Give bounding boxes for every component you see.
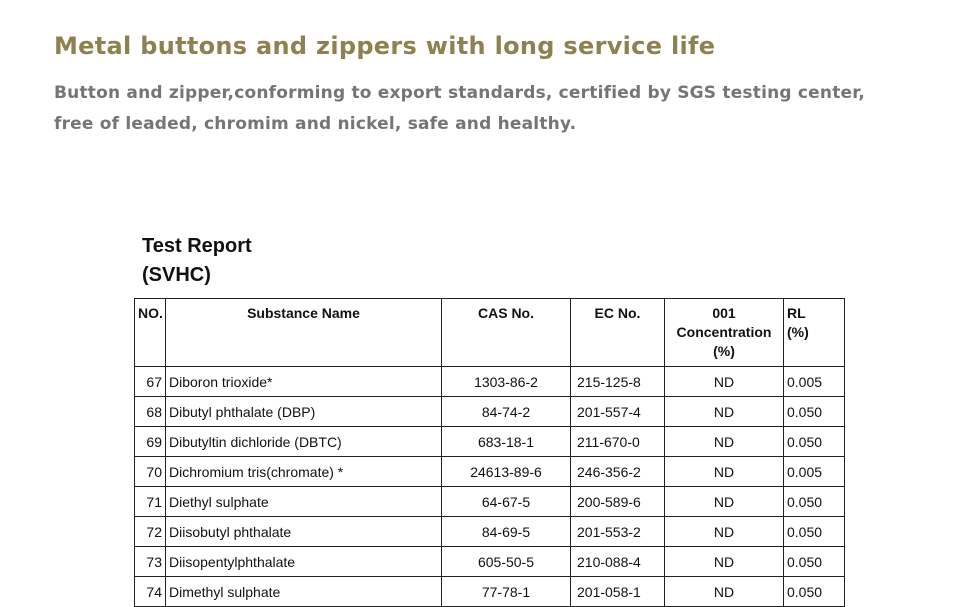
column-header-ec-no: EC No. — [571, 299, 665, 367]
column-header-no: NO. — [135, 299, 166, 367]
cell-concentration: ND — [665, 547, 784, 577]
cell-rl: 0.050 — [784, 517, 845, 547]
cell-concentration: ND — [665, 457, 784, 487]
cell-ec-no: 201-553-2 — [571, 517, 665, 547]
cell-ec-no: 201-058-1 — [571, 577, 665, 607]
cell-cas-no: 1303-86-2 — [442, 367, 571, 397]
cell-no: 69 — [135, 427, 166, 457]
table-row — [135, 517, 845, 547]
svhc-test-report-table — [134, 298, 845, 607]
concentration-header-line-3: (%) — [713, 343, 735, 359]
cell-cas-no: 605-50-5 — [442, 547, 571, 577]
cell-substance-name: Diisobutyl phthalate — [166, 517, 442, 547]
cell-substance-name: Diboron trioxide* — [166, 367, 442, 397]
column-header-rl — [784, 299, 845, 367]
cell-no: 68 — [135, 397, 166, 427]
cell-substance-name: Diisopentylphthalate — [166, 547, 442, 577]
cell-ec-no: 200-589-6 — [571, 487, 665, 517]
page-title: Metal buttons and zippers with long service life — [54, 32, 716, 60]
cell-ec-no: 201-557-4 — [571, 397, 665, 427]
table-row — [135, 547, 845, 577]
table-row — [135, 487, 845, 517]
rl-header-line-2: (%) — [787, 324, 809, 340]
cell-cas-no: 24613-89-6 — [442, 457, 571, 487]
cell-no: 71 — [135, 487, 166, 517]
cell-rl: 0.050 — [784, 397, 845, 427]
cell-concentration: ND — [665, 577, 784, 607]
table-row — [135, 577, 845, 607]
cell-concentration: ND — [665, 427, 784, 457]
table-row — [135, 427, 845, 457]
cell-cas-no: 64-67-5 — [442, 487, 571, 517]
cell-concentration: ND — [665, 487, 784, 517]
report-title-line-2: (SVHC) — [142, 264, 211, 286]
table-row — [135, 397, 845, 427]
report-title-line-1: Test Report — [142, 235, 252, 257]
table-row — [135, 457, 845, 487]
table-row — [135, 367, 845, 397]
cell-concentration: ND — [665, 367, 784, 397]
cell-ec-no: 211-670-0 — [571, 427, 665, 457]
cell-substance-name: Dimethyl sulphate — [166, 577, 442, 607]
cell-rl: 0.005 — [784, 367, 845, 397]
column-header-substance-name: Substance Name — [166, 299, 442, 367]
cell-cas-no: 84-74-2 — [442, 397, 571, 427]
page-description — [54, 78, 914, 140]
cell-substance-name: Dibutyltin dichloride (DBTC) — [166, 427, 442, 457]
cell-rl: 0.050 — [784, 547, 845, 577]
cell-cas-no: 683-18-1 — [442, 427, 571, 457]
cell-rl: 0.050 — [784, 487, 845, 517]
cell-substance-name: Diethyl sulphate — [166, 487, 442, 517]
description-line-2: free of leaded, chromim and nickel, safe and healthy. — [54, 114, 577, 134]
table-header-row — [135, 299, 845, 367]
cell-substance-name: Dichromium tris(chromate) * — [166, 457, 442, 487]
table-body — [135, 367, 845, 607]
concentration-header-line-2: Concentration — [676, 324, 772, 340]
description-line-1: Button and zipper,conforming to export standards, certified by SGS testing center, — [54, 83, 866, 103]
cell-cas-no: 77-78-1 — [442, 577, 571, 607]
cell-rl: 0.050 — [784, 427, 845, 457]
cell-no: 67 — [135, 367, 166, 397]
cell-ec-no: 215-125-8 — [571, 367, 665, 397]
cell-concentration: ND — [665, 397, 784, 427]
cell-ec-no: 210-088-4 — [571, 547, 665, 577]
cell-concentration: ND — [665, 517, 784, 547]
concentration-header-line-1: 001 — [712, 305, 736, 321]
cell-ec-no: 246-356-2 — [571, 457, 665, 487]
cell-no: 72 — [135, 517, 166, 547]
cell-substance-name: Dibutyl phthalate (DBP) — [166, 397, 442, 427]
column-header-cas-no: CAS No. — [442, 299, 571, 367]
report-title — [142, 232, 252, 290]
cell-cas-no: 84-69-5 — [442, 517, 571, 547]
rl-header-line-1: RL — [787, 305, 806, 321]
cell-no: 74 — [135, 577, 166, 607]
cell-rl: 0.050 — [784, 577, 845, 607]
cell-no: 70 — [135, 457, 166, 487]
column-header-concentration — [665, 299, 784, 367]
cell-rl: 0.005 — [784, 457, 845, 487]
cell-no: 73 — [135, 547, 166, 577]
